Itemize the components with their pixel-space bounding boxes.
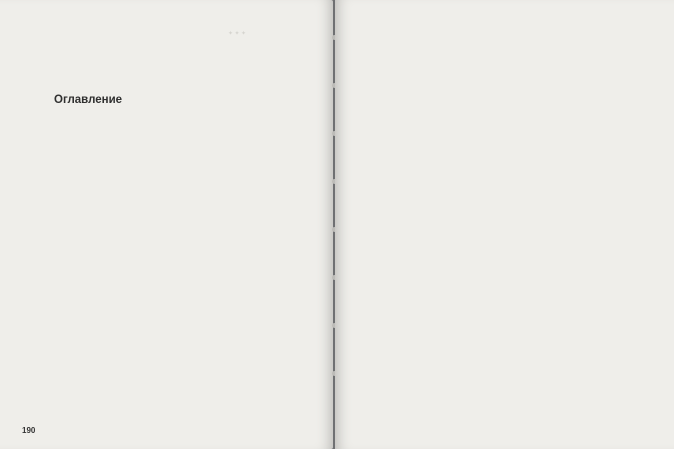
toc-title: Оглавление (54, 94, 123, 106)
left-page: ✦ ✦ ✦ Оглавление 190 (0, 0, 333, 449)
right-page (335, 0, 674, 449)
page-number: 190 (22, 426, 36, 435)
